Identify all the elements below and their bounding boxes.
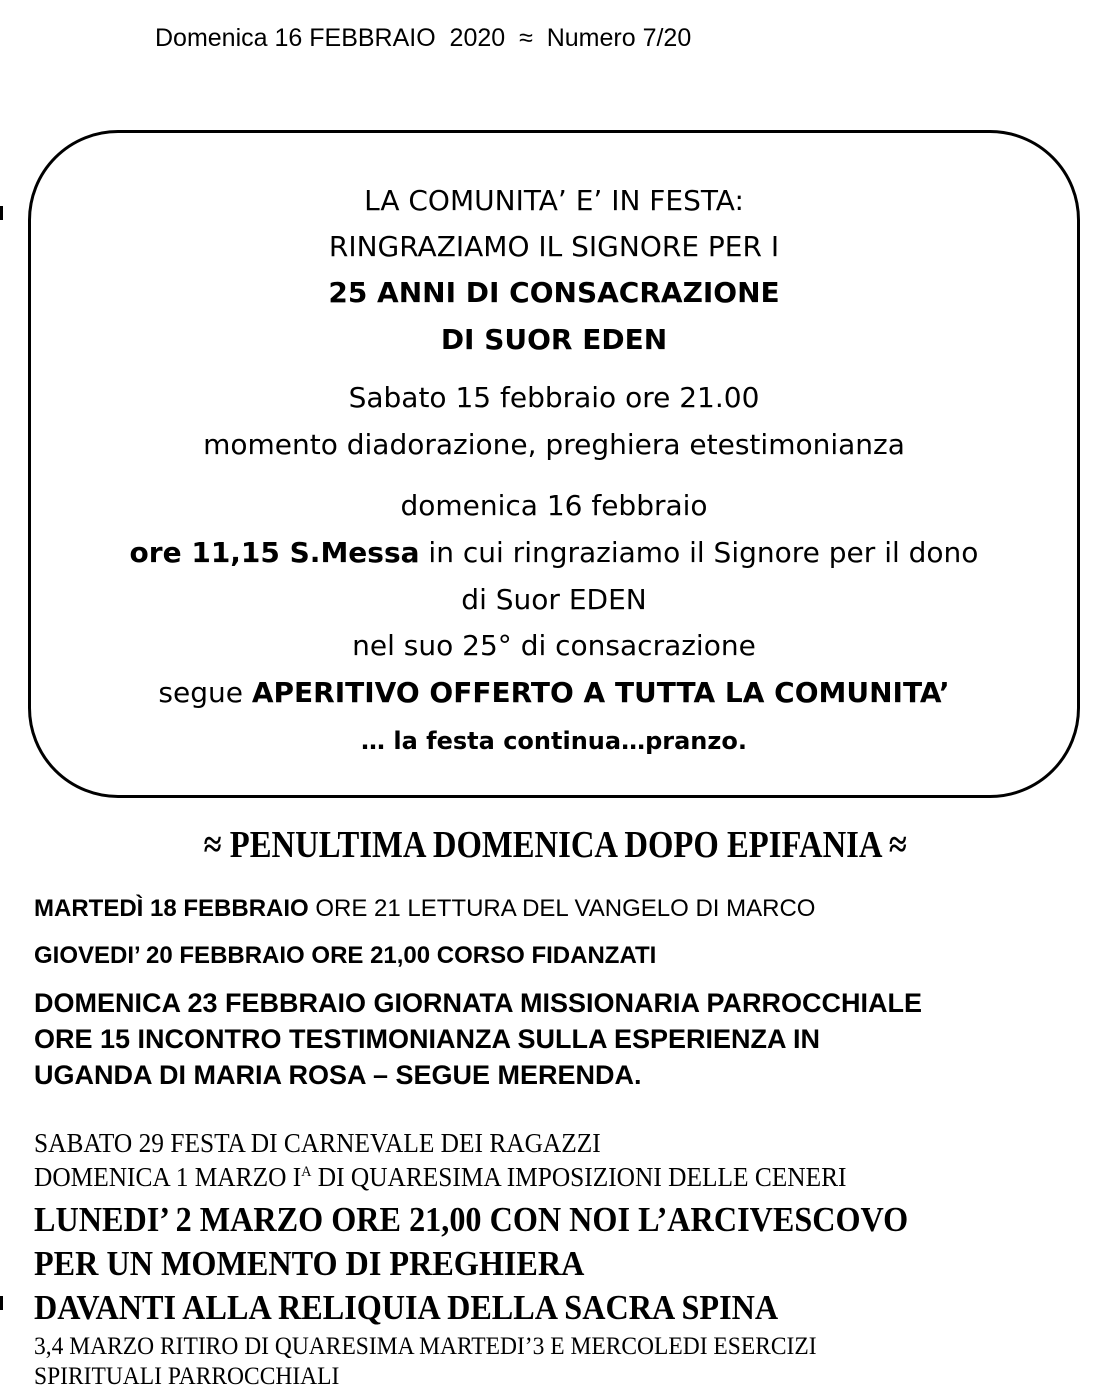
section-heading	[80, 823, 1030, 867]
margin-mark	[0, 206, 3, 220]
event-archbishop-line-2: PER UN MOMENTO DI PREGHIERA	[34, 1244, 585, 1283]
margin-mark	[0, 1296, 3, 1310]
mass-line-3: nel suo 25° di consacrazione	[352, 629, 756, 662]
heading-symbol-right: ≈	[888, 824, 907, 866]
issue-header	[155, 24, 691, 53]
aperitivo-line	[28, 676, 1080, 709]
header-separator: ≈	[519, 24, 533, 52]
header-issue: Numero 7/20	[546, 24, 692, 52]
box-line-3: 25 ANNI DI CONSACRAZIONE	[328, 276, 780, 309]
event-ashes-post: DI QUARESIMA IMPOSIZIONI DELLE CENERI	[311, 1162, 847, 1192]
event-ashes-sup: A	[301, 1164, 312, 1180]
event-retreat-line-1: 3,4 MARZO RITIRO DI QUARESIMA MARTEDI’3 E MERCOLEDI ESERCIZI	[34, 1333, 817, 1360]
event-mission-line-2: ORE 15 INCONTRO TESTIMONIANZA SULLA ESPERIENZA IN	[34, 1024, 821, 1054]
event-retreat-line-2: SPIRITUALI PARROCCHIALI	[34, 1363, 340, 1390]
event-tuesday-text: ORE 21 LETTURA DEL VANGELO DI MARCO	[308, 895, 816, 922]
mass-time: ore 11,15 S.Messa	[129, 536, 420, 569]
mass-line-2: di Suor EDEN	[461, 583, 647, 616]
saturday-description: momento diadorazione, preghiera etestimonianza	[203, 428, 905, 461]
mass-line	[28, 536, 1080, 569]
event-ashes-pre: DOMENICA 1 MARZO I	[34, 1162, 302, 1192]
event-tuesday-date: MARTEDÌ 18 FEBBRAIO	[34, 895, 309, 922]
box-line-1: LA COMUNITA’ E’ IN FESTA:	[364, 184, 744, 217]
event-mission-line-1: DOMENICA 23 FEBBRAIO GIORNATA MISSIONARIA PARROCCHIALE	[34, 988, 923, 1018]
box-line-2: RINGRAZIAMO IL SIGNORE PER I	[328, 230, 780, 263]
event-tuesday	[34, 895, 815, 923]
saturday-line: Sabato 15 febbraio ore 21.00	[348, 381, 760, 414]
event-ashes	[34, 1162, 846, 1193]
header-date: Domenica 16 FEBBRAIO 2020	[155, 24, 506, 52]
event-archbishop-line-1: LUNEDI’ 2 MARZO ORE 21,00 CON NOI L’ARCIVESCOVO	[34, 1200, 909, 1239]
aperitivo-text: APERITIVO OFFERTO A TUTTA LA COMUNITA’	[251, 676, 950, 709]
box-line-4: DI SUOR EDEN	[440, 323, 668, 356]
event-thursday: GIOVEDI’ 20 FEBBRAIO ORE 21,00 CORSO FIDANZATI	[34, 942, 657, 969]
event-carnival: SABATO 29 FESTA DI CARNEVALE DEI RAGAZZI	[34, 1128, 601, 1158]
sunday-line: domenica 16 febbraio	[400, 489, 708, 522]
heading-title: PENULTIMA DOMENICA DOPO EPIFANIA	[229, 824, 881, 866]
event-mission-line-3: UGANDA DI MARIA ROSA – SEGUE MERENDA.	[34, 1060, 642, 1090]
mass-description: in cui ringraziamo il Signore per il dono	[419, 536, 979, 569]
festa-line: … la festa continua…pranzo.	[361, 727, 747, 755]
event-archbishop-line-3: DAVANTI ALLA RELIQUIA DELLA SACRA SPINA	[34, 1288, 779, 1327]
heading-symbol-left: ≈	[203, 824, 222, 866]
aperitivo-prefix: segue	[158, 676, 252, 709]
